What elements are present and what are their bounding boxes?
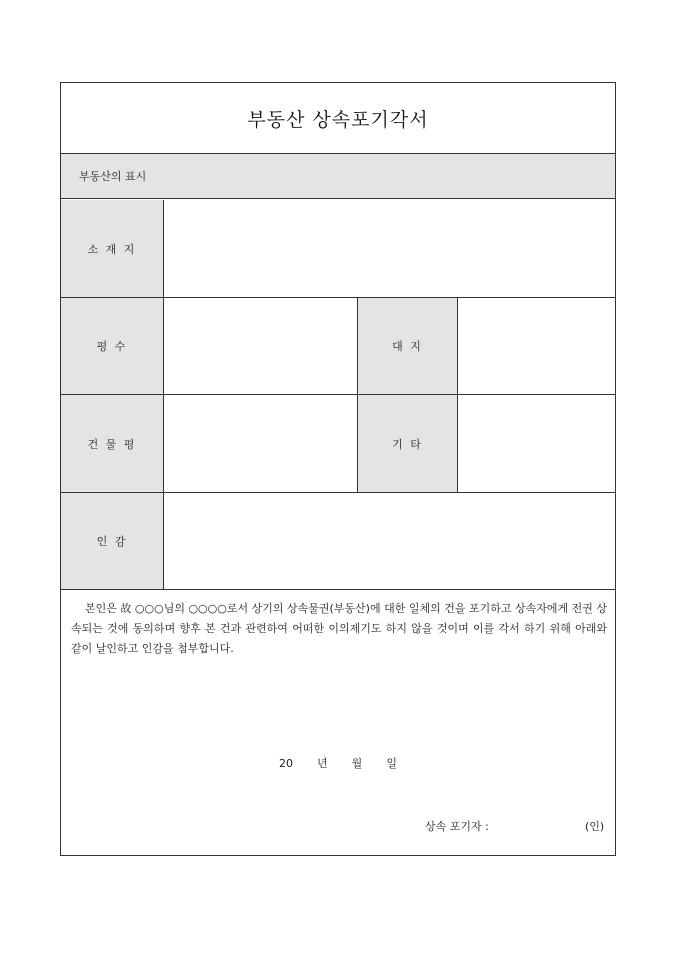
- other-label: 기 타: [358, 395, 457, 492]
- row-divider: [61, 589, 615, 590]
- area-label: 평 수: [61, 298, 163, 394]
- date-year-label: 년: [317, 757, 328, 770]
- date-day-label: 일: [386, 757, 397, 770]
- column-divider: [457, 298, 458, 492]
- seal-value-cell[interactable]: [164, 493, 615, 589]
- signer-label: 상속 포기자 :: [425, 820, 489, 833]
- section-heading-property: 부동산의 표시: [61, 154, 615, 199]
- seal-mark: (인): [585, 820, 605, 833]
- seal-label: 인 감: [61, 493, 163, 589]
- statement-paragraph: 본인은 故 ○○○님의 ○○○○로서 상기의 상속물권(부동산)에 대한 일체의 건을 포기하고 상속자에게 전권 상속되는 것에 동의하며 향후 본 건과 관련하여 어떠한 이의제기도 하지 않을 것이며 이를 각서 하기 위해 아래와 같이 날인하고 인감을 첨부합니다.: [71, 602, 607, 655]
- date-month-label: 월: [351, 757, 363, 770]
- land-label: 대 지: [358, 298, 457, 394]
- location-label: 소 재 지: [61, 200, 163, 297]
- document-title: 부동산 상속포기각서: [61, 83, 615, 154]
- building-area-value-cell[interactable]: [164, 395, 357, 492]
- location-value-cell[interactable]: [164, 200, 615, 297]
- date-year-prefix: 20: [279, 757, 294, 770]
- renunciation-form: [60, 82, 616, 856]
- column-divider: [163, 200, 164, 589]
- area-value-cell[interactable]: [164, 298, 357, 394]
- building-area-label: 건 물 평: [61, 395, 163, 492]
- land-value-cell[interactable]: [458, 298, 615, 394]
- column-divider: [357, 298, 358, 492]
- date-line: [61, 755, 615, 771]
- other-value-cell[interactable]: [458, 395, 615, 492]
